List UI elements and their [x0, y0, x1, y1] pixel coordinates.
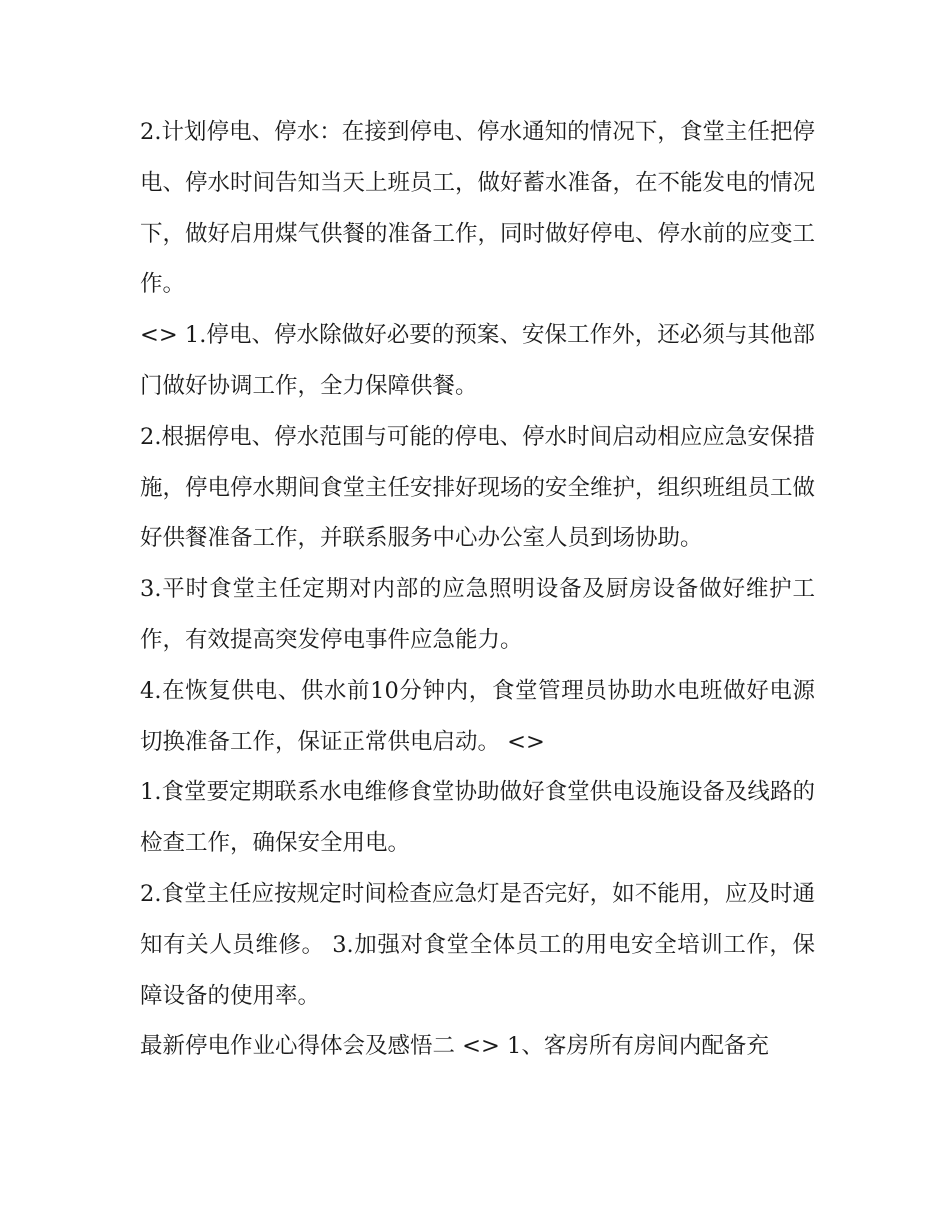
paragraph-planned-outage: 2.计划停电、停水：在接到停电、停水通知的情况下，食堂主任把停电、停水时间告知当天上班员工，做好蓄水准备，在不能发电的情况下，做好启用煤气供餐的准备工作，同时做好停电、停水前的应变工作。	[140, 119, 816, 298]
paragraph-coordination: <> 1.停电、停水除做好必要的预案、安保工作外，还必须与其他部门做好协调工作，全力保障供餐。	[140, 322, 815, 399]
paragraph-power-restore: 4.在恢复供电、供水前10分钟内，食堂管理员协助水电班做好电源切换准备工作，保证正常供电启动。 <>	[140, 677, 815, 755]
paragraph-emergency-light-check: 2.食堂主任应按规定时间检查应急灯是否完好，如不能用，应及时通知有关人员维修。 3.加强对食堂全体员工的用电安全培训工作，保障设备的使用率。	[140, 880, 815, 1009]
paragraph-line-inspection: 1.食堂要定期联系水电维修食堂协助做好食堂供电设施设备及线路的检查工作，确保安全用电。	[140, 779, 815, 857]
document-body	[140, 107, 815, 1072]
paragraph-equipment-maintenance: 3.平时食堂主任定期对内部的应急照明设备及厨房设备做好维护工作，有效提高突发停电事件应急能力。	[140, 576, 815, 653]
paragraph-section-two-heading: 最新停电作业心得体会及感悟二 <> 1、客房所有房间内配备充	[140, 1033, 769, 1060]
paragraph-emergency-measures: 2.根据停电、停水范围与可能的停电、停水时间启动相应应急安保措施，停电停水期间食堂主任安排好现场的安全维护，组织班组员工做好供餐准备工作，并联系服务中心办公室人员到场协助。	[140, 423, 816, 552]
